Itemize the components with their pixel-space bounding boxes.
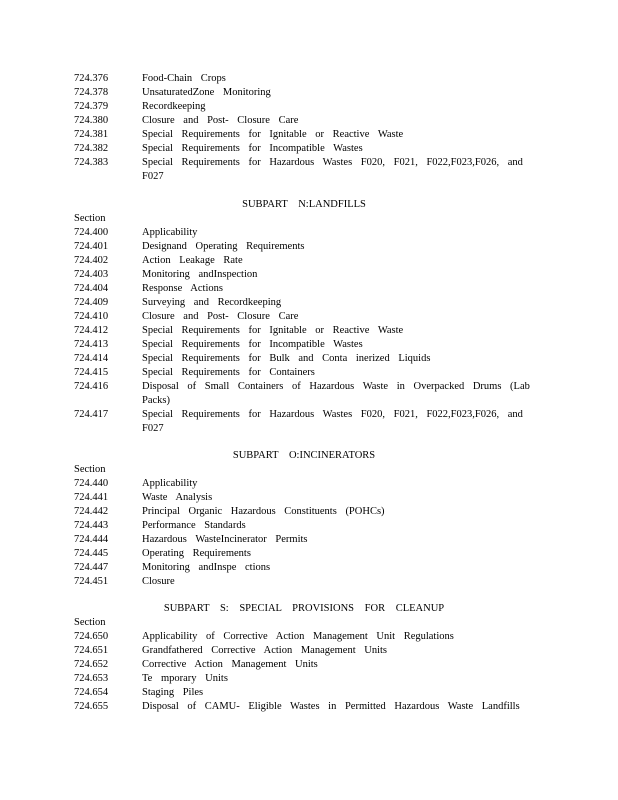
section-title: Applicability of Corrective Action Management Unit Regulations <box>142 631 454 642</box>
section-number: 724.652 <box>74 659 109 670</box>
section-title: Recordkeeping <box>142 101 206 112</box>
section-title: Grandfathered Corrective Action Management Units <box>142 645 388 656</box>
section-number: 724.401 <box>74 241 109 252</box>
section-title: Hazardous WasteIncinerator Permits <box>142 534 308 545</box>
section-number: 724.413 <box>74 339 109 350</box>
section-title: Action Leakage Rate <box>142 255 243 266</box>
section-number: 724.442 <box>74 506 109 517</box>
section-title: Monitoring andInspection <box>142 269 258 280</box>
section-title: Te mporary Units <box>142 673 228 684</box>
section-title: Closure and Post- Closure Care <box>142 115 299 126</box>
section-number: 724.381 <box>74 129 109 140</box>
section-number: 724.414 <box>74 353 109 364</box>
section-number: 724.382 <box>74 143 109 154</box>
section-title: Waste Analysis <box>142 492 213 503</box>
section-title: Principal Organic Hazardous Constituents (POHCs) <box>142 506 385 517</box>
section-number: 724.409 <box>74 297 109 308</box>
subpart-heading: SUBPART O:INCINERATORS <box>232 450 376 461</box>
section-label: Section <box>74 213 106 224</box>
section-number: 724.654 <box>74 687 109 698</box>
section-number: 724.379 <box>74 101 109 112</box>
section-title: Corrective Action Management Units <box>142 659 318 670</box>
section-label: Section <box>74 464 106 475</box>
section-title: Surveying and Recordkeeping <box>142 297 282 308</box>
section-title: Response Actions <box>142 283 223 294</box>
section-title: Special Requirements for Hazardous Wastes F020, F021, F022,F023,F026, and F027 <box>142 157 523 182</box>
section-title: Operating Requirements <box>142 548 251 559</box>
section-title: UnsaturatedZone Monitoring <box>142 87 271 98</box>
section-number: 724.650 <box>74 631 109 642</box>
section-label: Section <box>74 617 106 628</box>
section-title: Applicability <box>142 227 198 238</box>
section-title: Special Requirements for Hazardous Wastes F020, F021, F022,F023,F026, and F027 <box>142 409 523 434</box>
section-number: 724.400 <box>74 227 109 238</box>
section-number: 724.440 <box>74 478 109 489</box>
section-title: Special Requirements for Bulk and Conta inerized Liquids <box>142 353 431 364</box>
section-number: 724.415 <box>74 367 109 378</box>
section-number: 724.445 <box>74 548 109 559</box>
section-number: 724.383 <box>74 157 109 168</box>
section-number: 724.655 <box>74 701 109 712</box>
section-number: 724.403 <box>74 269 109 280</box>
section-number: 724.378 <box>74 87 109 98</box>
section-number: 724.447 <box>74 562 109 573</box>
section-number: 724.404 <box>74 283 109 294</box>
section-title: Disposal of CAMU- Eligible Wastes in Permitted Hazardous Waste Landfills <box>142 701 520 712</box>
section-title: Designand Operating Requirements <box>142 241 305 252</box>
section-title: Special Requirements for Ignitable or Reactive Waste <box>142 325 404 336</box>
section-title: Closure and Post- Closure Care <box>142 311 299 322</box>
section-title: Closure <box>142 576 175 587</box>
section-title: Special Requirements for Ignitable or Reactive Waste <box>142 129 404 140</box>
subpart-heading: SUBPART S: SPECIAL PROVISIONS FOR CLEANUP <box>163 603 445 614</box>
section-title: Special Requirements for Incompatible Wastes <box>142 339 363 350</box>
section-number: 724.444 <box>74 534 109 545</box>
section-number: 724.441 <box>74 492 109 503</box>
section-number: 724.376 <box>74 73 109 84</box>
section-title: Monitoring andInspe ctions <box>142 562 271 573</box>
section-title: Disposal of Small Containers of Hazardous Waste in Overpacked Drums (Lab Packs) <box>142 381 530 406</box>
section-title: Staging Piles <box>142 687 204 698</box>
section-number: 724.651 <box>74 645 109 656</box>
section-number: 724.410 <box>74 311 109 322</box>
section-title: Special Requirements for Incompatible Wastes <box>142 143 363 154</box>
subpart-heading: SUBPART N:LANDFILLS <box>242 199 366 210</box>
section-number: 724.443 <box>74 520 109 531</box>
section-title: Food-Chain Crops <box>142 73 226 84</box>
section-number: 724.451 <box>74 576 109 587</box>
section-title: Applicability <box>142 478 198 489</box>
section-title: Performance Standards <box>142 520 246 531</box>
section-number: 724.417 <box>74 409 109 420</box>
section-number: 724.416 <box>74 381 109 392</box>
section-number: 724.402 <box>74 255 109 266</box>
section-number: 724.412 <box>74 325 109 336</box>
section-number: 724.653 <box>74 673 109 684</box>
section-number: 724.380 <box>74 115 109 126</box>
section-title: Special Requirements for Containers <box>142 367 315 378</box>
